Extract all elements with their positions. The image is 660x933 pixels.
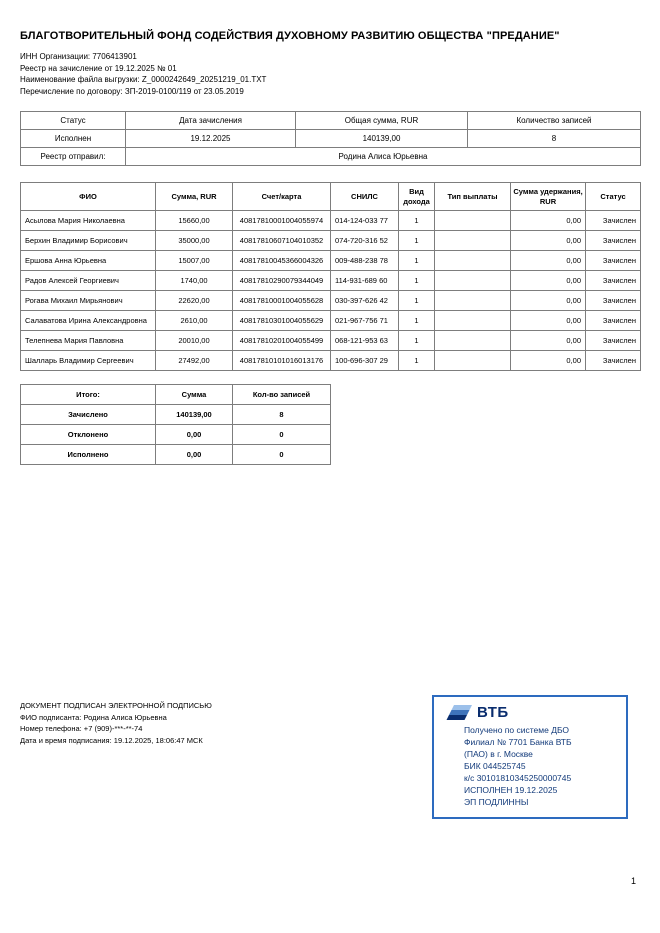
totals-header-sum: Сумма xyxy=(156,385,233,405)
payment-cell: 1 xyxy=(399,351,435,371)
payment-cell: 22620,00 xyxy=(156,291,233,311)
payment-cell: 2610,00 xyxy=(156,311,233,331)
payment-cell: Салаватова Ирина Александровна xyxy=(21,311,156,331)
payment-cell: 35000,00 xyxy=(156,231,233,251)
payment-cell: 15007,00 xyxy=(156,251,233,271)
summary-header-date: Дата зачисления xyxy=(126,112,296,130)
payment-cell: 1 xyxy=(399,291,435,311)
contract-line: Перечисление по договору: ЗП-2019-0100/119 от 23.05.2019 xyxy=(20,86,244,96)
payment-cell xyxy=(435,211,511,231)
totals-row-credited xyxy=(21,405,331,425)
payment-cell: 27492,00 xyxy=(156,351,233,371)
payment-cell: 0,00 xyxy=(511,211,586,231)
org-inn-line: ИНН Организации: 7706413901 xyxy=(20,52,137,61)
payment-cell: 40817810607104010352 xyxy=(233,231,331,251)
vtb-brand-text: ВТБ xyxy=(477,704,509,721)
payment-cell: Зачислен xyxy=(586,271,641,291)
signing-datetime: Дата и время подписания: 19.12.2025, 18:06:47 МСК xyxy=(20,735,203,745)
col-header-payout-type: Тип выплаты xyxy=(435,183,511,211)
totals-header-count: Кол-во записей xyxy=(233,385,331,405)
summary-date-value: 19.12.2025 xyxy=(126,130,296,148)
payment-cell xyxy=(435,251,511,271)
payment-cell: 0,00 xyxy=(511,331,586,351)
document-title: БЛАГОТВОРИТЕЛЬНЫЙ ФОНД СОДЕЙСТВИЯ ДУХОВНОМУ РАЗВИТИЮ ОБЩЕСТВА "ПРЕДАНИЕ" xyxy=(20,30,560,42)
payment-cell: 40817810290079344049 xyxy=(233,271,331,291)
summary-header-total: Общая сумма, RUR xyxy=(296,112,468,130)
payment-cell: Зачислен xyxy=(586,251,641,271)
signer-phone: Номер телефона: +7 (909)-***-**-74 xyxy=(20,724,143,733)
stamp-line: (ПАО) в г. Москве xyxy=(464,749,533,759)
col-header-snils: СНИЛС xyxy=(331,183,399,211)
payment-cell: Шалларь Владимир Сергеевич xyxy=(21,351,156,371)
sender-label: Реестр отправил: xyxy=(21,148,126,166)
stamp-line: Филиал № 7701 Банка ВТБ xyxy=(464,737,572,747)
payment-cell: 40817810201004055499 xyxy=(233,331,331,351)
export-file-line: Наименование файла выгрузки: Z_0000242649_20251219_01.TXT xyxy=(20,75,267,84)
col-header-fio: ФИО xyxy=(21,183,156,211)
totals-table xyxy=(20,384,331,465)
payment-cell: 021-967-756 71 xyxy=(331,311,399,331)
totals-rejected-label: Отклонено xyxy=(21,425,156,445)
page-number: 1 xyxy=(630,876,636,886)
payment-cell xyxy=(435,291,511,311)
payment-cell: 0,00 xyxy=(511,251,586,271)
payment-cell: Рогава Михаил Мирьянович xyxy=(21,291,156,311)
signature-block xyxy=(20,700,212,746)
payment-row xyxy=(21,331,641,351)
payment-cell: 030-397-626 42 xyxy=(331,291,399,311)
totals-executed-sum: 0,00 xyxy=(156,445,233,465)
col-header-account: Счет/карта xyxy=(233,183,331,211)
totals-row-executed xyxy=(21,445,331,465)
payment-cell xyxy=(435,231,511,251)
payment-cell: 009-488-238 78 xyxy=(331,251,399,271)
payment-cell xyxy=(435,271,511,291)
totals-executed-count: 0 xyxy=(233,445,331,465)
col-header-amount: Сумма, RUR xyxy=(156,183,233,211)
vtb-logo xyxy=(446,704,618,721)
vtb-stamp xyxy=(432,695,628,819)
payment-cell: 1 xyxy=(399,231,435,251)
payment-cell: 40817810045366004326 xyxy=(233,251,331,271)
payments-body xyxy=(21,211,641,371)
totals-executed-label: Исполнено xyxy=(21,445,156,465)
payment-cell: 40817810301004055629 xyxy=(233,311,331,331)
payment-cell: 20010,00 xyxy=(156,331,233,351)
stamp-line: Получено по системе ДБО xyxy=(464,725,570,735)
payment-cell: 1 xyxy=(399,271,435,291)
totals-credited-label: Зачислено xyxy=(21,405,156,425)
payment-row xyxy=(21,291,641,311)
payment-cell xyxy=(435,311,511,331)
payment-cell: 40817810101016013176 xyxy=(233,351,331,371)
col-header-status: Статус xyxy=(586,183,641,211)
payments-table xyxy=(20,182,641,371)
summary-status-value: Исполнен xyxy=(21,130,126,148)
payment-cell xyxy=(435,351,511,371)
summary-sender-row xyxy=(21,148,641,166)
stamp-line: БИК 044525745 xyxy=(464,761,526,771)
payment-cell: 0,00 xyxy=(511,351,586,371)
vtb-flag-icon xyxy=(446,705,472,720)
payment-cell: Зачислен xyxy=(586,311,641,331)
payment-cell: Зачислен xyxy=(586,291,641,311)
payment-cell xyxy=(435,331,511,351)
stamp-line: ИСПОЛНЕН 19.12.2025 xyxy=(464,785,558,795)
payment-row xyxy=(21,251,641,271)
payment-cell: Зачислен xyxy=(586,351,641,371)
summary-header-row xyxy=(21,112,641,130)
payment-row xyxy=(21,231,641,251)
summary-total-value: 140139,00 xyxy=(296,130,468,148)
payment-cell: 014-124-033 77 xyxy=(331,211,399,231)
payment-cell: 0,00 xyxy=(511,271,586,291)
payment-cell: 40817810001004055974 xyxy=(233,211,331,231)
payment-cell: 1 xyxy=(399,211,435,231)
payment-cell: Телепнева Мария Павловна xyxy=(21,331,156,351)
summary-header-count: Количество записей xyxy=(468,112,641,130)
payment-cell: 1740,00 xyxy=(156,271,233,291)
totals-credited-sum: 140139,00 xyxy=(156,405,233,425)
signer-name: ФИО подписанта: Родина Алиса Юрьевна xyxy=(20,712,167,722)
payment-cell: Асылова Мария Николаевна xyxy=(21,211,156,231)
totals-credited-count: 8 xyxy=(233,405,331,425)
registry-summary-table xyxy=(20,111,641,166)
summary-count-value: 8 xyxy=(468,130,641,148)
stamp-line: ЭП ПОДЛИННЫ xyxy=(464,797,529,807)
payment-row xyxy=(21,311,641,331)
stamp-line: к/с 30101810345250000745 xyxy=(464,773,572,783)
payment-cell: Зачислен xyxy=(586,331,641,351)
payment-cell: 40817810001004055628 xyxy=(233,291,331,311)
col-header-income-type: Вид дохода xyxy=(399,183,435,211)
payment-cell: 100-696-307 29 xyxy=(331,351,399,371)
payment-cell: 0,00 xyxy=(511,231,586,251)
totals-rejected-count: 0 xyxy=(233,425,331,445)
summary-values-row xyxy=(21,130,641,148)
totals-header-label: Итого: xyxy=(21,385,156,405)
payment-cell: Зачислен xyxy=(586,231,641,251)
payment-row xyxy=(21,351,641,371)
document-meta xyxy=(20,51,640,97)
signature-title: ДОКУМЕНТ ПОДПИСАН ЭЛЕКТРОННОЙ ПОДПИСЬЮ xyxy=(20,701,212,710)
payment-cell: 1 xyxy=(399,251,435,271)
payments-header-row xyxy=(21,183,641,211)
payment-cell: 0,00 xyxy=(511,291,586,311)
payment-row xyxy=(21,271,641,291)
payment-cell: 0,00 xyxy=(511,311,586,331)
payment-cell: Радов Алексей Георгиевич xyxy=(21,271,156,291)
payment-cell: Ершова Анна Юрьевна xyxy=(21,251,156,271)
payment-cell: 068-121-953 63 xyxy=(331,331,399,351)
payment-cell: Берхин Владимир Борисович xyxy=(21,231,156,251)
payment-cell: 1 xyxy=(399,311,435,331)
summary-header-status: Статус xyxy=(21,112,126,130)
payment-row xyxy=(21,211,641,231)
totals-row-rejected xyxy=(21,425,331,445)
payment-cell: Зачислен xyxy=(586,211,641,231)
totals-rejected-sum: 0,00 xyxy=(156,425,233,445)
registry-line: Реестр на зачисление от 19.12.2025 № 01 xyxy=(20,63,177,73)
stamp-text xyxy=(446,724,618,808)
payment-cell: 15660,00 xyxy=(156,211,233,231)
payment-cell: 114-931-689 60 xyxy=(331,271,399,291)
payment-cell: 074-720-316 52 xyxy=(331,231,399,251)
col-header-withholding: Сумма удержания, RUR xyxy=(511,183,586,211)
totals-header-row xyxy=(21,385,331,405)
sender-name: Родина Алиса Юрьевна xyxy=(126,148,641,166)
payment-cell: 1 xyxy=(399,331,435,351)
